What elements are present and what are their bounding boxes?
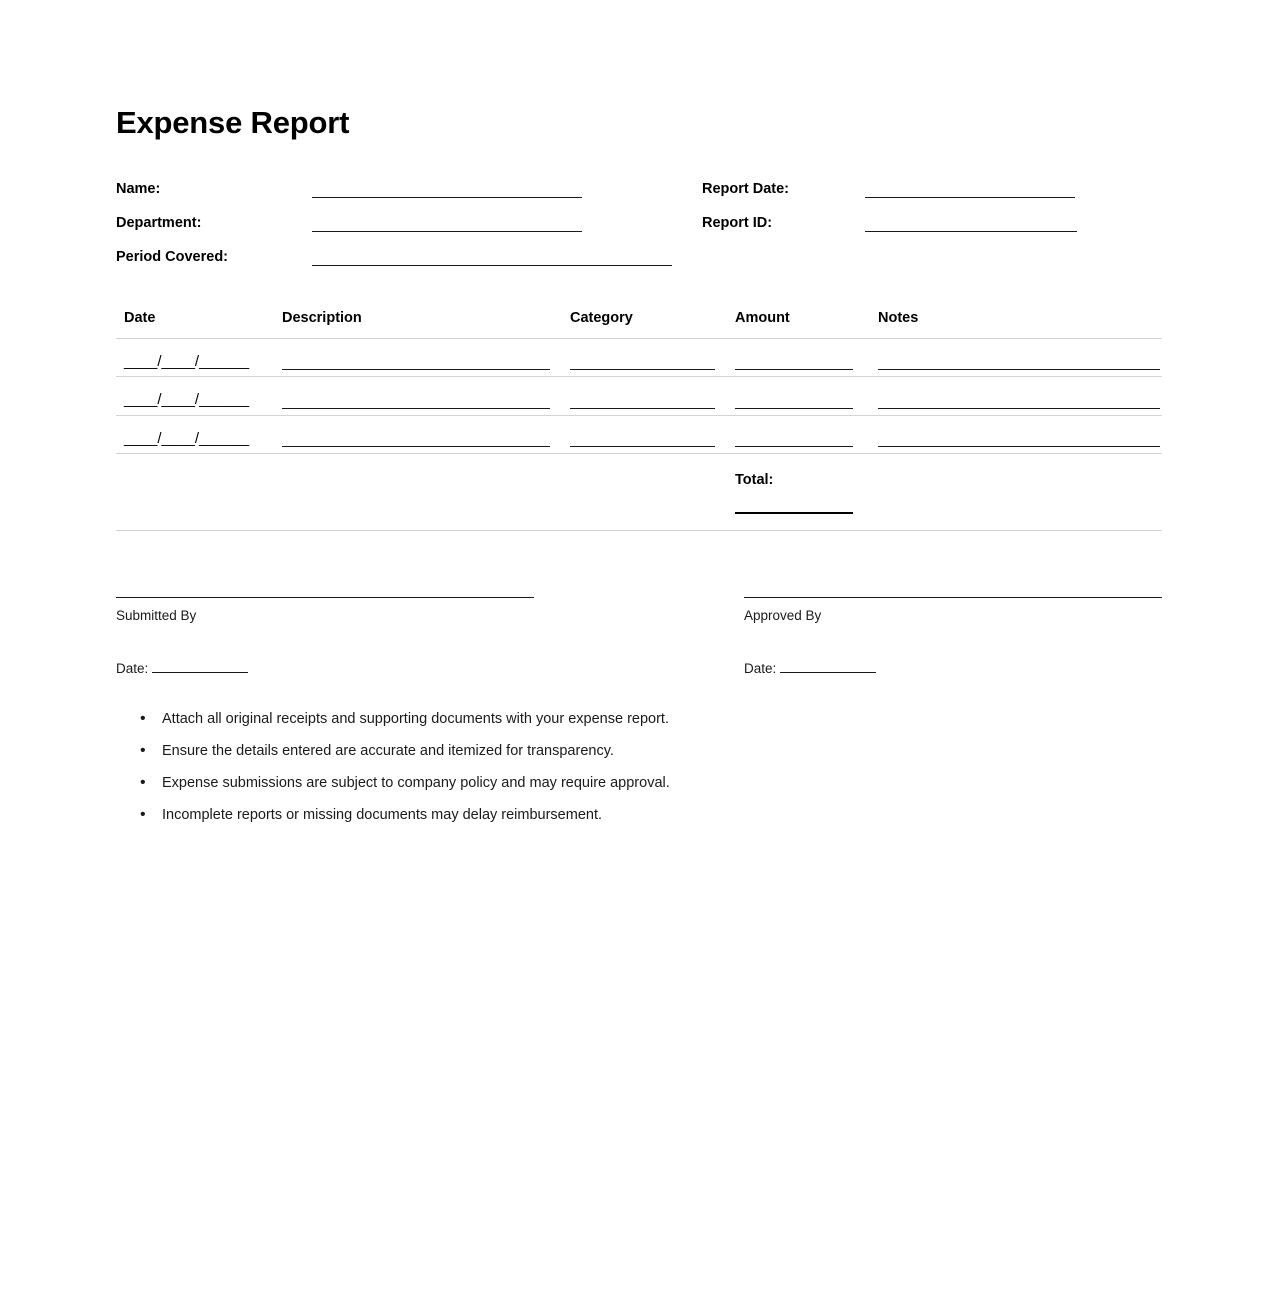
name-field-group <box>116 182 702 199</box>
cell-notes[interactable] <box>870 339 1162 377</box>
date-blank: ____/____/______ <box>124 429 250 447</box>
department-label: Department: <box>116 214 202 231</box>
department-input[interactable] <box>312 231 582 232</box>
submitted-date-group <box>116 659 744 676</box>
cell-category[interactable] <box>562 415 727 453</box>
list-item: • Attach all original receipts and supporting documents with your expense report. <box>140 710 1162 728</box>
bottom-cell-5 <box>870 520 1162 531</box>
cell-date[interactable] <box>116 415 274 453</box>
total-spacer-4 <box>870 453 1162 520</box>
name-label: Name: <box>116 180 161 197</box>
column-header-date: Date <box>116 310 274 339</box>
submitted-by-signature-input[interactable] <box>116 597 534 598</box>
cell-description[interactable] <box>274 339 562 377</box>
bottom-cell-4 <box>727 520 870 531</box>
period-field-group <box>116 250 702 267</box>
expense-report-page <box>116 0 1162 838</box>
total-spacer-3 <box>562 453 727 520</box>
table-row <box>116 339 1162 377</box>
cell-date[interactable] <box>116 339 274 377</box>
signature-area <box>116 597 1162 676</box>
column-header-amount: Amount <box>727 310 870 339</box>
report-date-field-group <box>702 182 1075 199</box>
cell-notes[interactable] <box>870 377 1162 415</box>
notes-input[interactable] <box>878 432 1160 447</box>
description-input[interactable] <box>282 355 550 370</box>
page-title: Expense Report <box>116 105 350 140</box>
column-header-category: Category <box>562 310 727 339</box>
category-input[interactable] <box>570 432 715 447</box>
amount-input[interactable] <box>735 394 853 409</box>
approved-date-input[interactable] <box>780 659 876 673</box>
report-date-label: Report Date: <box>702 180 790 197</box>
cell-category[interactable] <box>562 339 727 377</box>
cell-amount[interactable] <box>727 339 870 377</box>
cell-notes[interactable] <box>870 415 1162 453</box>
table-header-row <box>116 310 1162 339</box>
submitted-date-input[interactable] <box>152 659 248 673</box>
report-date-input[interactable] <box>865 197 1075 198</box>
table-row <box>116 377 1162 415</box>
submitted-by-label: Submitted By <box>116 607 197 623</box>
list-item: • Incomplete reports or missing documents may delay reimbursement. <box>140 806 1162 824</box>
description-input[interactable] <box>282 394 550 409</box>
date-blank: ____/____/______ <box>124 353 250 371</box>
approved-date-group <box>744 659 1162 676</box>
description-input[interactable] <box>282 432 550 447</box>
category-input[interactable] <box>570 355 715 370</box>
report-id-field-group <box>702 216 1077 233</box>
name-input[interactable] <box>312 197 582 198</box>
period-covered-input[interactable] <box>312 265 672 266</box>
approved-by-block <box>744 597 1162 676</box>
column-header-notes: Notes <box>870 310 1162 339</box>
bottom-cell-3 <box>562 520 727 531</box>
cell-amount[interactable] <box>727 415 870 453</box>
cell-category[interactable] <box>562 377 727 415</box>
list-item: • Ensure the details entered are accurate and itemized for transparency. <box>140 742 1162 760</box>
notes-input[interactable] <box>878 394 1160 409</box>
table-bottom-border-row <box>116 520 1162 531</box>
amount-input[interactable] <box>735 432 853 447</box>
instructions-list <box>116 710 1162 825</box>
cell-amount[interactable] <box>727 377 870 415</box>
total-spacer-1 <box>116 453 274 520</box>
amount-input[interactable] <box>735 355 853 370</box>
bottom-cell-1 <box>116 520 274 531</box>
expense-table <box>116 310 1162 531</box>
total-label: Total: <box>735 471 774 488</box>
approved-date-label: Date: <box>744 660 777 676</box>
cell-description[interactable] <box>274 415 562 453</box>
period-covered-label: Period Covered: <box>116 248 228 265</box>
header-fields <box>116 164 1162 266</box>
report-id-label: Report ID: <box>702 214 773 231</box>
category-input[interactable] <box>570 394 715 409</box>
list-item: • Expense submissions are subject to company policy and may require approval. <box>140 774 1162 792</box>
total-spacer-2 <box>274 453 562 520</box>
approved-by-signature-input[interactable] <box>744 597 1162 598</box>
total-cell <box>727 453 870 520</box>
header-row-1 <box>116 164 1162 198</box>
cell-description[interactable] <box>274 377 562 415</box>
approved-by-label: Approved By <box>744 607 822 623</box>
notes-input[interactable] <box>878 355 1160 370</box>
total-value-input[interactable] <box>735 492 853 514</box>
cell-date[interactable] <box>116 377 274 415</box>
column-header-description: Description <box>274 310 562 339</box>
department-field-group <box>116 216 702 233</box>
submitted-date-label: Date: <box>116 660 149 676</box>
report-id-input[interactable] <box>865 231 1077 232</box>
submitted-by-block <box>116 597 744 676</box>
bottom-cell-2 <box>274 520 562 531</box>
header-row-2 <box>116 198 1162 232</box>
total-row <box>116 453 1162 520</box>
table-row <box>116 415 1162 453</box>
header-row-3 <box>116 232 1162 266</box>
date-blank: ____/____/______ <box>124 391 250 409</box>
